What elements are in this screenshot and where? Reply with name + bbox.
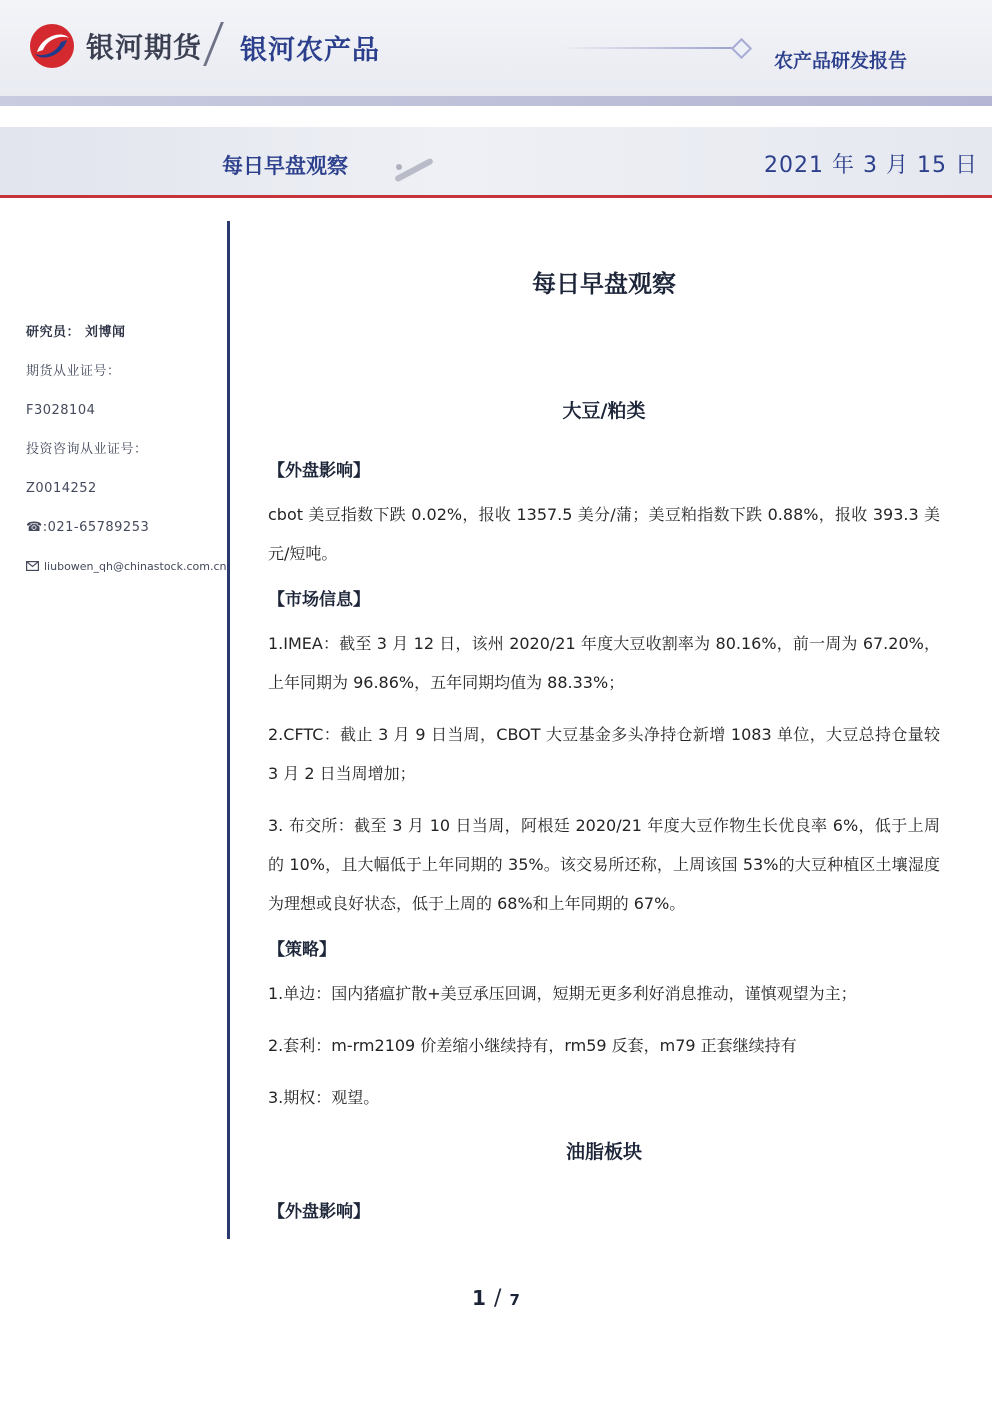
email-row[interactable] xyxy=(26,554,227,593)
author-sidebar xyxy=(26,320,227,593)
market-info-item: 2.CFTC：截止 3 月 9 日当周，CBOT 大豆基金多头净持仓新增 1083 单位，大豆总持仓量较 3 月 2 日当周增加； xyxy=(268,725,940,783)
outer-market-head-2: 【外盘影响】 xyxy=(268,1202,370,1222)
title-band-divider xyxy=(0,195,992,198)
header-deco-line xyxy=(560,47,732,49)
band-title: 每日早盘观察 xyxy=(222,154,348,178)
report-type: 农产品研发报告 xyxy=(774,50,908,72)
phone-number: ☎:021-65789253 xyxy=(26,520,150,535)
brand-name: 银河期货 xyxy=(86,31,203,64)
main-title: 每日早盘观察 xyxy=(532,270,676,298)
dot-deco-icon xyxy=(396,164,402,170)
sidebar-divider xyxy=(227,221,230,1239)
market-info-item: 3. 布交所：截至 3 月 10 日当周，阿根廷 2020/21 年度大豆作物生长优良率 6%，低于上周的 10%，且大幅低于上年同期的 35%。该交易所还称，上周该国 53%的大豆种植区土壤湿度为理想或良好状态，低于上周的 68%和上年同期的 67%。 xyxy=(268,816,940,913)
futures-cert-label: 期货从业证号： xyxy=(26,364,121,379)
galaxy-logo-icon xyxy=(28,22,76,70)
brand-header-bar xyxy=(0,96,992,106)
section-title-soybean: 大豆/粕类 xyxy=(562,400,646,422)
page-current: 1 xyxy=(472,1286,486,1310)
main-content xyxy=(268,252,940,1222)
market-info-item: 1.IMEA：截至 3 月 12 日，该州 2020/21 年度大豆收割率为 80.16%，前一周为 67.20%，上年同期为 96.86%，五年同期均值为 88.33%； xyxy=(268,634,940,692)
outer-market-text: cbot 美豆指数下跌 0.02%，报收 1357.5 美分/蒲；美豆粕指数下跌 0.88%，报收 393.3 美元/短吨。 xyxy=(268,505,940,563)
page-number xyxy=(0,1286,992,1311)
strategy-item: 1.单边：国内猪瘟扩散+美豆承压回调，短期无更多利好消息推动，谨慎观望为主； xyxy=(268,984,857,1003)
strategy-item: 2.套利：m-rm2109 价差缩小继续持有，rm59 反套，m79 正套继续持有 xyxy=(268,1036,797,1055)
email-address[interactable]: liubowen_qh@chinastock.com.cn xyxy=(44,560,227,573)
researcher-name: 研究员： 刘博闻 xyxy=(26,325,126,340)
mail-icon xyxy=(26,561,39,571)
futures-cert-number: F3028104 xyxy=(26,403,96,418)
strategy-item: 3.期权：观望。 xyxy=(268,1088,380,1107)
page-total: 7 xyxy=(509,1291,520,1309)
consult-cert-label: 投资咨询从业证号： xyxy=(26,442,148,457)
market-info-head: 【市场信息】 xyxy=(268,590,370,610)
outer-market-head: 【外盘影响】 xyxy=(268,461,370,481)
strategy-head: 【策略】 xyxy=(268,940,336,960)
page-separator: / xyxy=(494,1286,502,1311)
report-date: 2021 年 3 月 15 日 xyxy=(764,153,978,178)
brand-subtitle: 银河农产品 xyxy=(240,35,380,66)
consult-cert-number: Z0014252 xyxy=(26,481,97,496)
section-title-oils: 油脂板块 xyxy=(565,1141,642,1163)
